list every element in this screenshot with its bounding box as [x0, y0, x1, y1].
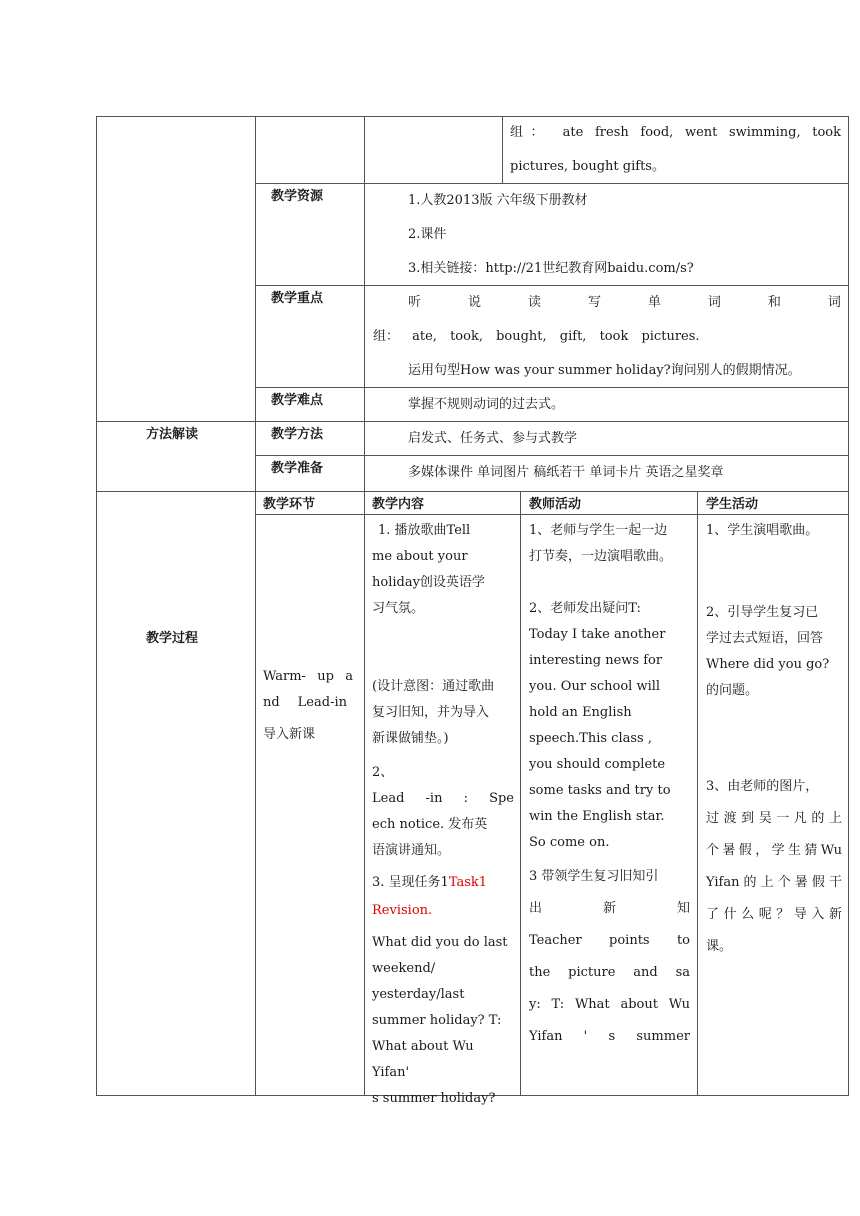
key-points-char: 和 — [767, 295, 781, 310]
stage-line3: 导入新课 — [263, 727, 316, 742]
student-line: 过渡到吴一凡的上 — [706, 811, 842, 826]
key-points-line3: 运用句型How was your summer holiday?询问别人的假期情况。 — [408, 363, 801, 378]
teacher-line: you should complete — [529, 757, 666, 772]
content-line: s summer holiday? — [372, 1091, 496, 1106]
content-column — [372, 518, 514, 1112]
student-column — [706, 518, 842, 960]
teacher-line: Today I take another — [529, 627, 666, 642]
student-line: 1、学生演唱歌曲。 — [706, 523, 819, 538]
process-header-teacher: 教师活动 — [529, 497, 582, 512]
process-header-content: 教学内容 — [372, 497, 425, 512]
teacher-column — [529, 518, 690, 1050]
content-line: 1. 播放歌曲Tell — [378, 523, 471, 538]
col4-divider — [697, 491, 698, 1096]
teacher-line: 2、老师发出疑问T: — [529, 601, 641, 616]
content-task-line — [372, 870, 514, 896]
student-line: 3、由老师的图片， — [706, 779, 819, 794]
content-line: (设计意图：通过歌曲 — [372, 679, 495, 694]
content-line: summer holiday? T: — [372, 1013, 502, 1028]
content-line: me about your — [372, 549, 468, 564]
top-row-line2: pictures, bought gifts。 — [510, 159, 665, 174]
stage-line2: nd Lead-in — [263, 695, 347, 710]
student-line: 课。 — [706, 939, 733, 954]
student-line: 了什么呢？导入新 — [706, 907, 842, 922]
teacher-line: Teacher points to — [529, 933, 690, 948]
preparation-label: 教学准备 — [271, 461, 324, 476]
row-divider — [255, 285, 849, 286]
key-points-char: 词 — [827, 295, 841, 310]
method-section-label: 方法解读 — [146, 427, 199, 442]
teacher-line: some tasks and try to — [529, 783, 671, 798]
student-line: 个暑假，学生猜Wu — [706, 843, 842, 858]
content-line: weekend/ — [372, 961, 436, 976]
table-top-border — [96, 116, 849, 117]
content-line: 习气氛。 — [372, 601, 425, 616]
process-label: 教学过程 — [146, 631, 199, 646]
teacher-line: Yifan ' s summer — [529, 1029, 690, 1044]
top-row-line1: 组： ate fresh food, went swimming, took — [510, 125, 841, 140]
student-line: Where did you go? — [706, 657, 830, 672]
col2-divider — [364, 116, 365, 183]
student-line: 学过去式短语，回答 — [706, 631, 824, 646]
teacher-line: 打节奏，一边演唱歌曲。 — [529, 549, 673, 564]
methods-label: 教学方法 — [271, 427, 324, 442]
process-header-student: 学生活动 — [706, 497, 759, 512]
teacher-line: interesting news for — [529, 653, 663, 668]
preparation-text: 多媒体课件 单词图片 稿纸若干 单词卡片 英语之星奖章 — [408, 465, 724, 480]
content-line: holiday创设英语学 — [372, 575, 485, 590]
key-points-char: 词 — [707, 295, 721, 310]
content-line: ech notice. 发布英 — [372, 817, 488, 832]
teacher-line: 3 带领学生复习旧知引 — [529, 869, 659, 884]
table-left-border — [96, 116, 97, 1096]
content-line: Lead -in : Spe — [372, 791, 514, 806]
key-points-line2: 组： ate, took, bought, gift, took pictures. — [373, 329, 700, 344]
row-divider — [255, 387, 849, 388]
teacher-line: 1、老师与学生一起一边 — [529, 523, 668, 538]
key-points-char: 读 — [527, 295, 541, 310]
teacher-line: speech.This class , — [529, 731, 652, 746]
student-line: 2、引导学生复习已 — [706, 605, 819, 620]
key-points-char: 单 — [647, 295, 661, 310]
stage-line1: Warm- up a — [263, 669, 353, 684]
difficulties-text: 掌握不规则动词的过去式。 — [408, 397, 565, 412]
col1-divider — [255, 116, 256, 1096]
table-right-border — [848, 116, 849, 1096]
key-points-label: 教学重点 — [271, 291, 324, 306]
resources-item-1: 1.人教2013版 六年级下册教材 — [408, 193, 588, 208]
content-line: 复习旧知，并为导入 — [372, 705, 490, 720]
content-line: 2、 — [372, 765, 394, 780]
content-line: What did you do last — [372, 935, 508, 950]
difficulties-label: 教学难点 — [271, 393, 324, 408]
task-label: Task1 — [448, 875, 488, 890]
col3-divider — [520, 491, 521, 1096]
teacher-line: the picture and sa — [529, 965, 690, 980]
content-line: What about Wu Yifan' — [372, 1039, 474, 1080]
task-revision: Revision. — [372, 903, 433, 918]
teacher-line: you. Our school will — [529, 679, 661, 694]
col2-divider — [364, 491, 365, 1096]
col2-divider — [364, 183, 365, 491]
teacher-line: y: T: What about Wu — [529, 997, 690, 1012]
content-line: 新课做铺垫。) — [372, 731, 449, 746]
student-line: 的问题。 — [706, 683, 759, 698]
content-line: 语演讲通知。 — [372, 843, 451, 858]
toprow-divider — [502, 116, 503, 183]
row-divider — [255, 183, 849, 184]
task-prefix: 3. 呈现任务1 — [372, 875, 449, 890]
teacher-line: hold an English — [529, 705, 632, 720]
student-line: Yifan的上个暑假干 — [706, 875, 842, 890]
teacher-line: win the English star. — [529, 809, 665, 824]
row-divider — [96, 421, 849, 422]
resources-label: 教学资源 — [271, 189, 324, 204]
teacher-line: 出 新 知 — [529, 901, 690, 916]
process-header-stage: 教学环节 — [263, 497, 316, 512]
key-points-char: 写 — [587, 295, 601, 310]
key-points-line1 — [408, 290, 841, 316]
content-line: yesterday/last — [372, 987, 465, 1002]
key-points-char: 说 — [467, 295, 481, 310]
methods-text: 启发式、任务式、参与式教学 — [408, 431, 578, 446]
key-points-char: 听 — [408, 295, 422, 310]
resources-item-2: 2.课件 — [408, 227, 447, 242]
teacher-line: So come on. — [529, 835, 610, 850]
row-divider — [255, 455, 849, 456]
resources-item-3: 3.相关链接：http://21世纪教育网baidu.com/s? — [408, 261, 694, 276]
